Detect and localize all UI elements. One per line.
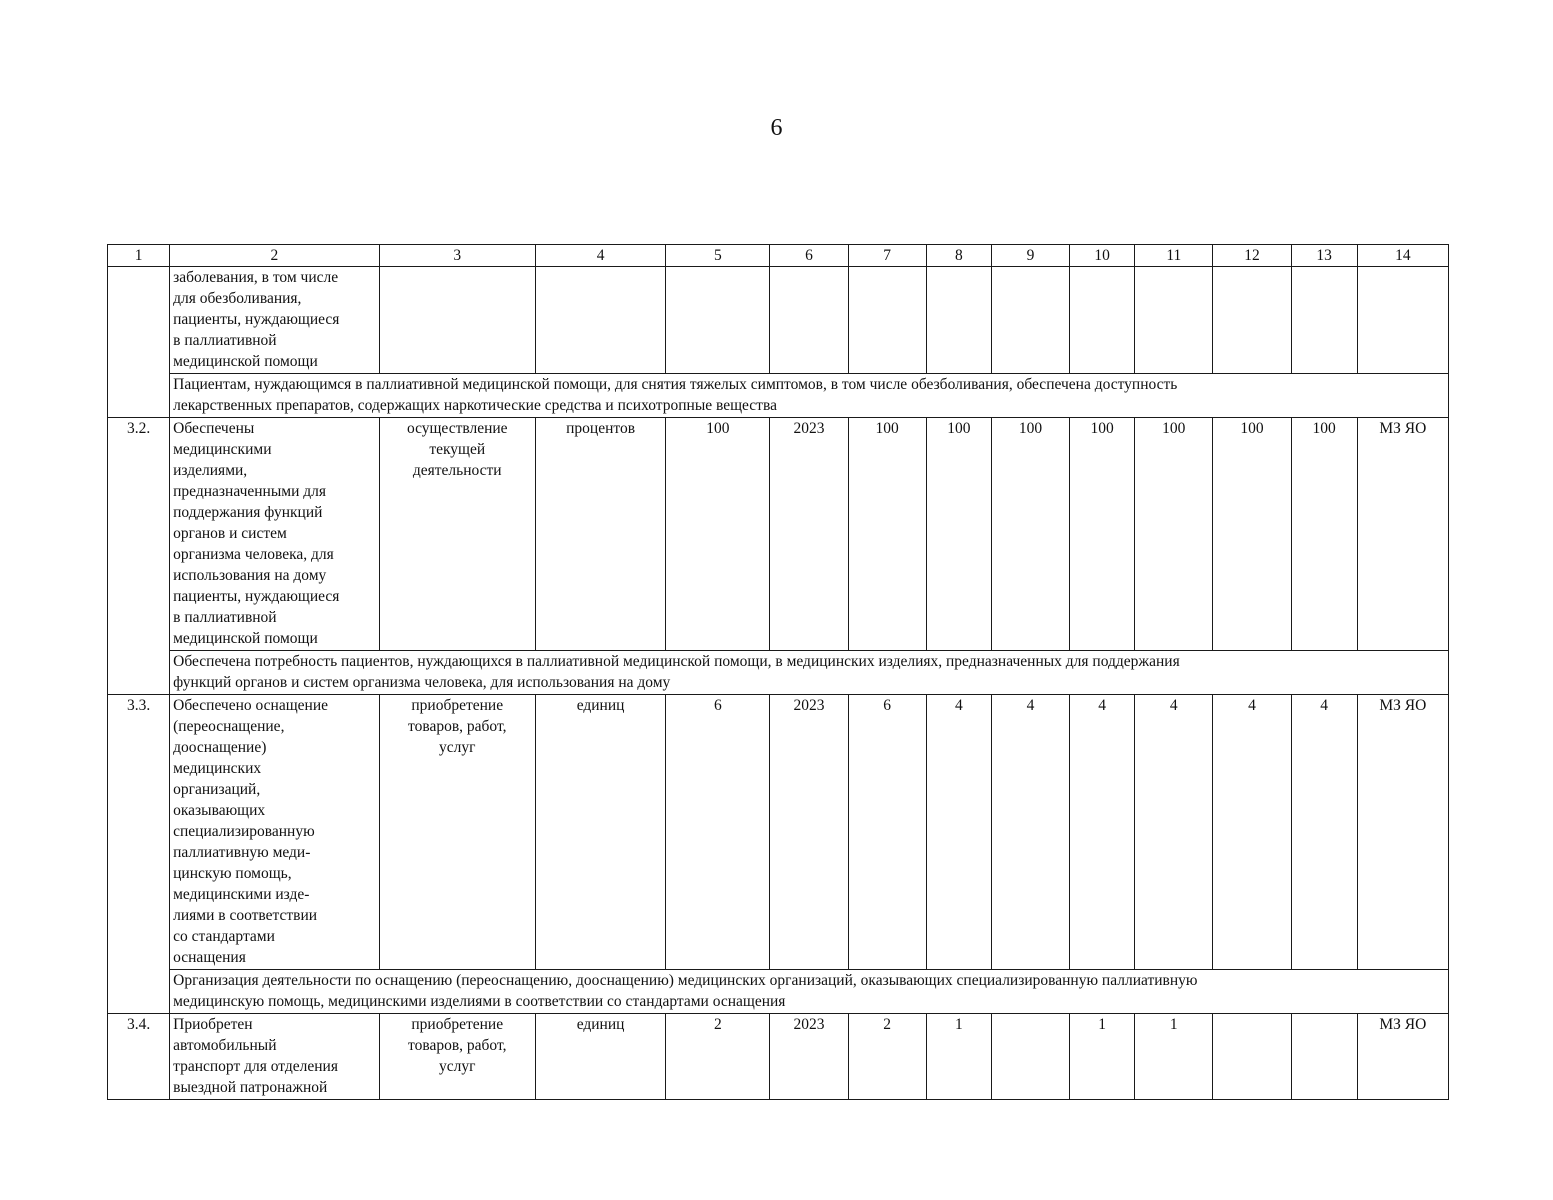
column-number-cell: 10	[1070, 245, 1135, 267]
value-cell: 4	[1135, 695, 1213, 970]
column-number-cell: 6	[770, 245, 848, 267]
value-cell: 4	[926, 695, 991, 970]
value-cell	[1213, 267, 1291, 374]
responsible-cell: МЗ ЯО	[1357, 1014, 1448, 1100]
value-cell: 100	[926, 418, 991, 651]
value-cell	[991, 1014, 1069, 1100]
column-number-cell: 14	[1357, 245, 1448, 267]
base-value-cell: 6	[666, 695, 770, 970]
responsible-cell	[1357, 267, 1448, 374]
value-cell: 1	[1070, 1014, 1135, 1100]
unit-cell: процентов	[535, 418, 665, 651]
table-row	[108, 267, 1449, 374]
value-cell: 100	[1135, 418, 1213, 651]
result-type-cell: осуществление текущей деятельности	[379, 418, 535, 651]
value-cell: 100	[991, 418, 1069, 651]
page-number: 6	[770, 115, 783, 141]
result-type-cell	[379, 267, 535, 374]
value-cell	[1213, 1014, 1291, 1100]
result-note-cell: Пациентам, нуждающимся в паллиативной медицинской помощи, для снятия тяжелых симптомов, в том числе обезболивания, обеспечена доступность лекарственных препаратов, содержащих наркотические средства и психотропные вещества	[170, 374, 1449, 418]
base-year-cell: 2023	[770, 418, 848, 651]
unit-cell	[535, 267, 665, 374]
note-row	[108, 970, 1449, 1014]
value-cell: 4	[1070, 695, 1135, 970]
result-type-cell: приобретение товаров, работ, услуг	[379, 695, 535, 970]
result-name-cell: Приобретен автомобильный транспорт для отделения выездной патронажной	[170, 1014, 379, 1100]
column-number-cell: 3	[379, 245, 535, 267]
table-row	[108, 418, 1449, 651]
column-number-cell: 13	[1291, 245, 1357, 267]
responsible-cell: МЗ ЯО	[1357, 418, 1448, 651]
base-year-cell: 2023	[770, 695, 848, 970]
column-number-cell: 9	[991, 245, 1069, 267]
table-row	[108, 695, 1449, 970]
value-cell	[1291, 267, 1357, 374]
value-cell: 100	[848, 418, 926, 651]
value-cell	[848, 267, 926, 374]
table-row	[108, 1014, 1449, 1100]
base-value-cell: 100	[666, 418, 770, 651]
column-number-cell: 5	[666, 245, 770, 267]
column-number-row	[108, 245, 1449, 267]
responsible-cell: МЗ ЯО	[1357, 695, 1448, 970]
result-note-cell: Обеспечена потребность пациентов, нуждающихся в паллиативной медицинской помощи, в медицинских изделиях, предназначенных для поддержания функций органов и систем организма человека, для использования на дому	[170, 651, 1449, 695]
result-note-cell: Организация деятельности по оснащению (переоснащению, дооснащению) медицинских организаций, оказывающих специализированную паллиативную медицинскую помощь, медицинскими изделиями в соответствии со стандартами оснащения	[170, 970, 1449, 1014]
value-cell: 4	[991, 695, 1069, 970]
unit-cell: единиц	[535, 695, 665, 970]
row-number-cell	[108, 267, 170, 418]
row-number-cell: 3.3.	[108, 695, 170, 1014]
result-name-cell: заболевания, в том числе для обезболивания, пациенты, нуждающиеся в паллиативной медицинской помощи	[170, 267, 379, 374]
value-cell	[991, 267, 1069, 374]
value-cell	[1135, 267, 1213, 374]
row-number-cell: 3.2.	[108, 418, 170, 695]
note-row	[108, 374, 1449, 418]
column-number-cell: 7	[848, 245, 926, 267]
value-cell: 1	[1135, 1014, 1213, 1100]
result-name-cell: Обеспечено оснащение (переоснащение, дооснащение) медицинских организаций, оказывающих специализированную паллиативную меди- цинскую помощь, медицинскими изде- лиями в соответствии со стандартами оснащения	[170, 695, 379, 970]
base-year-cell	[770, 267, 848, 374]
value-cell	[1291, 1014, 1357, 1100]
base-value-cell	[666, 267, 770, 374]
value-cell	[926, 267, 991, 374]
indicators-table	[107, 244, 1449, 1100]
column-number-cell: 1	[108, 245, 170, 267]
value-cell: 2	[848, 1014, 926, 1100]
value-cell	[1070, 267, 1135, 374]
value-cell: 6	[848, 695, 926, 970]
note-row	[108, 651, 1449, 695]
column-number-cell: 8	[926, 245, 991, 267]
value-cell: 4	[1213, 695, 1291, 970]
column-number-cell: 11	[1135, 245, 1213, 267]
result-name-cell: Обеспечены медицинскими изделиями, предназначенными для поддержания функций органов и систем организма человека, для использования на дому пациенты, нуждающиеся в паллиативной медицинской помощи	[170, 418, 379, 651]
value-cell: 1	[926, 1014, 991, 1100]
unit-cell: единиц	[535, 1014, 665, 1100]
base-value-cell: 2	[666, 1014, 770, 1100]
result-type-cell: приобретение товаров, работ, услуг	[379, 1014, 535, 1100]
value-cell: 4	[1291, 695, 1357, 970]
value-cell: 100	[1291, 418, 1357, 651]
base-year-cell: 2023	[770, 1014, 848, 1100]
value-cell: 100	[1213, 418, 1291, 651]
column-number-cell: 2	[170, 245, 379, 267]
column-number-cell: 12	[1213, 245, 1291, 267]
column-number-cell: 4	[535, 245, 665, 267]
value-cell: 100	[1070, 418, 1135, 651]
row-number-cell: 3.4.	[108, 1014, 170, 1100]
